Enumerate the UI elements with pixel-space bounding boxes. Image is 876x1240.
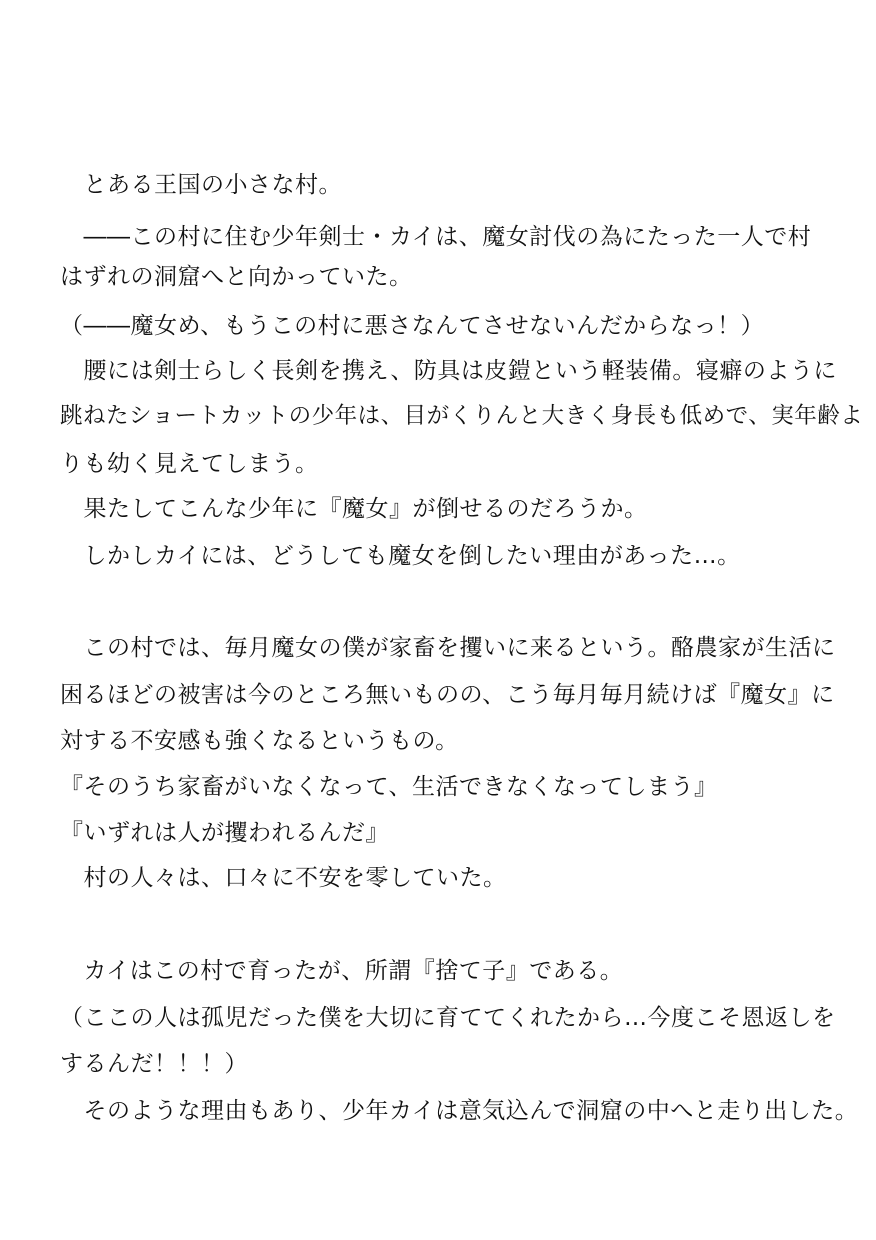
text-line: 腰には剣士らしく長剣を携え、防具は皮鎧という軽装備。寝癖のように	[60, 358, 837, 384]
text-line: 困るほどの被害は今のところ無いものの、こう毎月毎月続けば『魔女』に	[60, 682, 835, 708]
text-line: 跳ねたショートカットの少年は、目がくりんと大きく身長も低めで、実年齢よ	[60, 403, 864, 429]
text-line: しかしカイには、どうしても魔女を倒したい理由があった…。	[60, 543, 741, 569]
text-line: カイはこの村で育ったが、所謂『捨て子』である。	[60, 958, 624, 984]
text-line: （――魔女め、もうこの村に悪さなんてさせないんだからなっ！）	[60, 313, 765, 339]
text-line: （ここの人は孤児だった僕を大切に育ててくれたから…今度こそ恩返しを	[60, 1005, 836, 1031]
text-line: とある王国の小さな村。	[60, 172, 342, 198]
text-line: りも幼く見えてしまう。	[60, 451, 319, 477]
text-line: 対する不安感も強くなるというもの。	[60, 728, 459, 754]
text-line: するんだ！！！）	[60, 1051, 248, 1077]
text-line: はずれの洞窟へと向かっていた。	[60, 264, 413, 290]
text-line: 『そのうち家畜がいなくなって、生活できなくなってしまう』	[60, 774, 718, 800]
text-line: 果たしてこんな少年に『魔女』が倒せるのだろうか。	[60, 496, 648, 522]
text-line: そのような理由もあり、少年カイは意気込んで洞窟の中へと走り出した。	[60, 1098, 859, 1124]
text-line: 『いずれは人が攫われるんだ』	[60, 820, 389, 846]
text-line: ――この村に住む少年剣士・カイは、魔女討伐の為にたった一人で村	[60, 224, 812, 250]
text-line: この村では、毎月魔女の僕が家畜を攫いに来るという。酪農家が生活に	[60, 635, 836, 661]
text-line: 村の人々は、口々に不安を零していた。	[60, 865, 507, 891]
